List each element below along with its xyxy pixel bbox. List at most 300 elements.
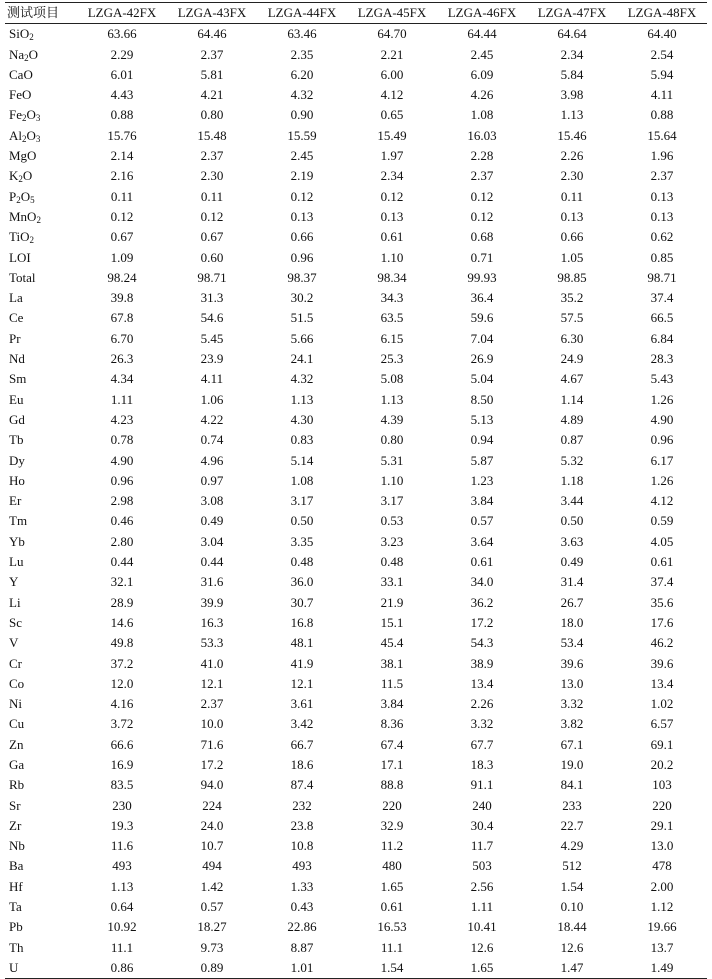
table-cell: 230	[112, 797, 132, 813]
table-cell: 20.2	[650, 756, 674, 772]
table-row	[5, 491, 707, 511]
table-cell: 4.89	[560, 411, 584, 427]
row-item-label: Eu	[9, 391, 24, 407]
table-cell: 1.13	[290, 391, 314, 407]
table-cell: 2.26	[560, 148, 584, 164]
table-cell: 19.0	[560, 756, 584, 772]
table-row	[5, 268, 707, 288]
table-row	[5, 471, 707, 491]
table-cell: 0.13	[290, 208, 314, 224]
table-cell: 18.6	[290, 756, 314, 772]
table-row	[5, 146, 707, 166]
table-cell: 3.82	[560, 716, 584, 732]
table-cell: 1.13	[110, 878, 134, 894]
row-item-label: Ba	[9, 858, 24, 874]
table-cell: 2.37	[200, 696, 224, 712]
table-cell: 12.1	[290, 675, 314, 691]
table-cell: 0.62	[650, 229, 674, 245]
table-row	[5, 308, 707, 328]
table-cell: 2.26	[470, 696, 494, 712]
table-cell: 1.05	[560, 249, 584, 265]
table-cell: 22.7	[560, 817, 584, 833]
table-row	[5, 390, 707, 410]
table-cell: 2.28	[470, 148, 494, 164]
table-cell: 0.12	[110, 208, 134, 224]
table-cell: 3.72	[110, 716, 134, 732]
table-cell: 6.57	[650, 716, 674, 732]
table-cell: 3.61	[290, 696, 314, 712]
table-cell: 13.4	[650, 675, 674, 691]
table-cell: 220	[652, 797, 672, 813]
table-row	[5, 451, 707, 471]
table-cell: 26.3	[110, 351, 134, 367]
table-cell: 1.33	[290, 878, 314, 894]
table-cell: 0.13	[380, 208, 404, 224]
table-cell: 1.02	[650, 696, 674, 712]
table-cell: 2.14	[110, 148, 134, 164]
row-item-label: Sr	[9, 797, 21, 813]
table-cell: 5.08	[380, 371, 404, 387]
table-cell: 15.76	[107, 127, 137, 143]
table-cell: 5.14	[290, 452, 314, 468]
table-cell: 2.16	[110, 168, 134, 184]
table-cell: 4.96	[200, 452, 224, 468]
table-cell: 1.01	[257, 958, 347, 979]
table-cell: 17.2	[470, 614, 494, 630]
table-cell: 11.1	[110, 939, 134, 955]
table-row	[5, 166, 707, 186]
column-header-sample: LZGA-46FX	[437, 3, 527, 24]
table-cell: 2.30	[200, 168, 224, 184]
table-row	[5, 248, 707, 268]
table-cell: 3.42	[290, 716, 314, 732]
table-cell: 2.37	[470, 168, 494, 184]
table-cell: 493	[112, 858, 132, 874]
table-cell: 98.34	[377, 269, 407, 285]
table-cell: 1.12	[650, 899, 674, 915]
table-cell: 64.46	[197, 26, 227, 42]
table-cell: 3.23	[380, 533, 404, 549]
table-cell: 1.97	[380, 148, 404, 164]
table-cell: 4.21	[200, 87, 224, 103]
table-cell: 4.16	[110, 696, 134, 712]
row-item-label: Tm	[9, 513, 28, 529]
table-cell: 18.44	[557, 919, 587, 935]
table-cell: 66.6	[110, 736, 134, 752]
table-cell: 33.1	[380, 574, 404, 590]
table-cell: 1.42	[200, 878, 224, 894]
table-row	[5, 897, 707, 917]
table-cell: 2.37	[650, 168, 674, 184]
table-cell: 2.21	[380, 46, 404, 62]
table-cell: 0.57	[200, 899, 224, 915]
table-row	[5, 877, 707, 897]
table-cell: 4.05	[650, 533, 674, 549]
table-cell: 232	[292, 797, 312, 813]
table-cell: 38.1	[380, 655, 404, 671]
table-cell: 35.2	[560, 290, 584, 306]
table-cell: 3.17	[290, 493, 314, 509]
column-header-sample: LZGA-44FX	[257, 3, 347, 24]
table-cell: 4.32	[290, 371, 314, 387]
table-cell: 480	[382, 858, 402, 874]
table-cell: 26.9	[470, 351, 494, 367]
table-row	[5, 856, 707, 876]
table-cell: 503	[472, 858, 492, 874]
table-cell: 41.0	[200, 655, 224, 671]
table-cell: 224	[202, 797, 222, 813]
row-item-label: Tb	[9, 432, 24, 448]
table-cell: 11.2	[380, 838, 404, 854]
table-cell: 14.6	[110, 614, 134, 630]
table-cell: 37.2	[110, 655, 134, 671]
table-cell: 6.00	[380, 66, 404, 82]
table-row	[5, 45, 707, 65]
table-cell: 54.3	[470, 635, 494, 651]
table-cell: 512	[562, 858, 582, 874]
table-cell: 0.12	[290, 188, 314, 204]
table-cell: 31.3	[200, 290, 224, 306]
row-item-label: Zn	[9, 736, 24, 752]
row-item-label: $K_2O$	[9, 168, 33, 185]
table-cell: 34.3	[380, 290, 404, 306]
table-cell: 98.71	[647, 269, 677, 285]
table-cell: 1.06	[200, 391, 224, 407]
table-cell: 59.6	[470, 310, 494, 326]
table-cell: 37.4	[650, 290, 674, 306]
table-cell: 4.39	[380, 411, 404, 427]
table-cell: 0.59	[650, 513, 674, 529]
row-item-label: Cr	[9, 655, 22, 671]
table-cell: 6.01	[110, 66, 134, 82]
table-row	[5, 430, 707, 450]
table-cell: 45.4	[380, 635, 404, 651]
table-cell: 5.81	[200, 66, 224, 82]
table-cell: 0.90	[290, 107, 314, 123]
table-cell: 0.61	[380, 899, 404, 915]
table-cell: 19.66	[647, 919, 677, 935]
table-cell: 2.54	[650, 46, 674, 62]
table-cell: 15.64	[647, 127, 677, 143]
table-row	[5, 755, 707, 775]
table-cell: 39.6	[560, 655, 584, 671]
table-cell: 0.44	[110, 554, 134, 570]
table-cell: 0.50	[560, 513, 584, 529]
table-body	[5, 24, 707, 979]
table-cell: 5.84	[560, 66, 584, 82]
table-cell: 3.04	[200, 533, 224, 549]
table-cell: 2.29	[110, 46, 134, 62]
table-row	[5, 593, 707, 613]
table-cell: 18.0	[560, 614, 584, 630]
row-item-label: LOI	[9, 249, 31, 265]
table-cell: 30.7	[290, 594, 314, 610]
row-item-label: Er	[9, 493, 22, 509]
table-cell: 5.94	[650, 66, 674, 82]
table-cell: 1.10	[380, 472, 404, 488]
table-cell: 0.46	[110, 513, 134, 529]
table-cell: 0.96	[290, 249, 314, 265]
row-item-label: Nb	[9, 838, 25, 854]
table-cell: 15.48	[197, 127, 227, 143]
table-cell: 64.70	[377, 26, 407, 42]
table-row	[5, 126, 707, 146]
column-header-sample: LZGA-48FX	[617, 3, 707, 24]
table-cell: 26.7	[560, 594, 584, 610]
table-row	[5, 917, 707, 937]
table-cell: 18.3	[470, 756, 494, 772]
row-item-label: Zr	[9, 817, 22, 833]
table-cell: 4.23	[110, 411, 134, 427]
table-row	[5, 369, 707, 389]
table-cell: 0.89	[167, 958, 257, 979]
table-row	[5, 65, 707, 85]
table-cell: 54.6	[200, 310, 224, 326]
table-cell: 1.08	[470, 107, 494, 123]
table-cell: 6.20	[290, 66, 314, 82]
table-cell: 0.88	[110, 107, 134, 123]
table-cell: 53.3	[200, 635, 224, 651]
row-item-label: V	[9, 635, 19, 651]
table-cell: 220	[382, 797, 402, 813]
table-cell: 3.98	[560, 87, 584, 103]
table-cell: 0.65	[380, 107, 404, 123]
table-cell: 6.15	[380, 330, 404, 346]
row-item-label: Ho	[9, 472, 25, 488]
table-cell: 53.4	[560, 635, 584, 651]
table-cell: 8.87	[290, 939, 314, 955]
table-cell: 24.9	[560, 351, 584, 367]
table-row	[5, 227, 707, 247]
row-item-label: Ga	[9, 756, 25, 772]
table-cell: 0.85	[650, 249, 674, 265]
table-cell: 13.0	[650, 838, 674, 854]
header-row	[5, 3, 707, 24]
table-cell: 71.6	[200, 736, 224, 752]
table-cell: 9.73	[200, 939, 224, 955]
table-cell: 2.45	[470, 46, 494, 62]
table-cell: 0.80	[380, 432, 404, 448]
table-cell: 12.1	[200, 675, 224, 691]
table-cell: 51.5	[290, 310, 314, 326]
table-cell: 30.2	[290, 290, 314, 306]
table-cell: 36.2	[470, 594, 494, 610]
table-cell: 99.93	[467, 269, 497, 285]
table-cell: 66.7	[290, 736, 314, 752]
table-cell: 0.96	[650, 432, 674, 448]
table-cell: 1.96	[650, 148, 674, 164]
table-cell: 63.46	[287, 26, 317, 42]
table-row	[5, 796, 707, 816]
row-item-label: Ta	[9, 899, 22, 915]
row-item-label: Ce	[9, 310, 24, 326]
table-cell: 1.09	[110, 249, 134, 265]
row-item-label: MgO	[9, 148, 37, 164]
table-cell: 0.97	[200, 472, 224, 488]
table-cell: 1.10	[380, 249, 404, 265]
table-cell: 39.9	[200, 594, 224, 610]
table-cell: 4.90	[110, 452, 134, 468]
table-cell: 16.53	[377, 919, 407, 935]
table-cell: 2.19	[290, 168, 314, 184]
table-cell: 0.87	[560, 432, 584, 448]
table-cell: 10.41	[467, 919, 497, 935]
table-cell: 2.37	[200, 46, 224, 62]
table-cell: 0.12	[200, 208, 224, 224]
table-row	[5, 654, 707, 674]
table-cell: 0.44	[200, 554, 224, 570]
table-cell: 39.6	[650, 655, 674, 671]
table-cell: 1.54	[560, 878, 584, 894]
table-cell: 2.37	[200, 148, 224, 164]
table-cell: 29.1	[650, 817, 674, 833]
row-item-label: Pr	[9, 330, 21, 346]
table-cell: 0.50	[290, 513, 314, 529]
row-item-label: CaO	[9, 66, 33, 82]
table-cell: 23.9	[200, 351, 224, 367]
table-row	[5, 187, 707, 207]
table-cell: 16.3	[200, 614, 224, 630]
table-cell: 1.13	[380, 391, 404, 407]
table-cell: 83.5	[110, 777, 134, 793]
table-cell: 4.11	[200, 371, 224, 387]
table-cell: 17.2	[200, 756, 224, 772]
table-cell: 1.26	[650, 472, 674, 488]
table-cell: 15.59	[287, 127, 317, 143]
row-item-label: TiO$_2$	[9, 229, 34, 246]
table-cell: 6.84	[650, 330, 674, 346]
table-cell: 0.10	[560, 899, 584, 915]
table-row	[5, 349, 707, 369]
table-row	[5, 958, 707, 979]
table-cell: 3.44	[560, 493, 584, 509]
table-row	[5, 694, 707, 714]
row-item-label: Hf	[9, 878, 23, 894]
table-cell: 3.17	[380, 493, 404, 509]
table-row	[5, 735, 707, 755]
table-cell: 84.1	[560, 777, 584, 793]
table-cell: 1.23	[470, 472, 494, 488]
row-item-label: Rb	[9, 777, 25, 793]
table-cell: 0.88	[650, 107, 674, 123]
row-item-label: SiO$_2$	[9, 26, 34, 43]
row-item-label: Pb	[9, 919, 23, 935]
table-cell: 4.90	[650, 411, 674, 427]
table-cell: 63.5	[380, 310, 404, 326]
table-cell: 0.12	[380, 188, 404, 204]
table-cell: 1.11	[470, 899, 494, 915]
table-row	[5, 207, 707, 227]
row-item-label: Yb	[9, 533, 25, 549]
table-cell: 0.11	[200, 188, 224, 204]
table-cell: 17.1	[380, 756, 404, 772]
table-cell: 1.18	[560, 472, 584, 488]
table-cell: 5.43	[650, 371, 674, 387]
table-cell: 16.03	[467, 127, 497, 143]
table-cell: 17.6	[650, 614, 674, 630]
table-cell: 4.34	[110, 371, 134, 387]
table-cell: 28.3	[650, 351, 674, 367]
table-cell: 28.9	[110, 594, 134, 610]
table-cell: 2.80	[110, 533, 134, 549]
column-header-sample: LZGA-47FX	[527, 3, 617, 24]
table-cell: 0.48	[380, 554, 404, 570]
table-cell: 41.9	[290, 655, 314, 671]
table-cell: 4.11	[650, 87, 674, 103]
table-cell: 5.04	[470, 371, 494, 387]
table-cell: 0.66	[290, 229, 314, 245]
table-cell: 11.1	[380, 939, 404, 955]
table-cell: 0.12	[470, 208, 494, 224]
table-cell: 0.48	[290, 554, 314, 570]
row-item-label: Nd	[9, 351, 25, 367]
table-cell: 0.64	[110, 899, 134, 915]
table-cell: 10.92	[107, 919, 137, 935]
table-cell: 1.47	[527, 958, 617, 979]
table-cell: 0.53	[380, 513, 404, 529]
table-cell: 11.6	[110, 838, 134, 854]
row-item-label: Sm	[9, 371, 27, 387]
table-cell: 493	[292, 858, 312, 874]
table-cell: 25.3	[380, 351, 404, 367]
table-cell: 0.86	[77, 958, 167, 979]
table-cell: 0.80	[200, 107, 224, 123]
table-cell: 5.87	[470, 452, 494, 468]
table-cell: 67.7	[470, 736, 494, 752]
table-cell: 3.84	[470, 493, 494, 509]
table-cell: 12.6	[470, 939, 494, 955]
table-cell: 2.34	[560, 46, 584, 62]
table-cell: 10.7	[200, 838, 224, 854]
column-header-sample: LZGA-43FX	[167, 3, 257, 24]
table-row	[5, 836, 707, 856]
row-item-label: Y	[9, 574, 19, 590]
table-cell: 5.32	[560, 452, 584, 468]
table-row	[5, 105, 707, 125]
row-item-label: Sc	[9, 614, 22, 630]
table-cell: 23.8	[290, 817, 314, 833]
table-cell: 4.26	[470, 87, 494, 103]
table-cell: 0.61	[650, 554, 674, 570]
row-item-label: Dy	[9, 452, 25, 468]
table-cell: 64.40	[647, 26, 677, 42]
table-cell: 35.6	[650, 594, 674, 610]
table-cell: 3.32	[560, 696, 584, 712]
table-row	[5, 633, 707, 653]
row-item-label: Co	[9, 675, 25, 691]
row-item-label: Total	[9, 269, 36, 285]
table-cell: 0.49	[560, 554, 584, 570]
table-cell: 1.13	[560, 107, 584, 123]
table-cell: 4.12	[650, 493, 674, 509]
table-cell: 8.50	[470, 391, 494, 407]
table-cell: 6.09	[470, 66, 494, 82]
row-item-label: Gd	[9, 411, 25, 427]
table-cell: 32.1	[110, 574, 134, 590]
table-cell: 64.44	[467, 26, 497, 42]
table-cell: 3.32	[470, 716, 494, 732]
table-cell: 2.35	[290, 46, 314, 62]
row-item-label: $Na_2O$	[9, 46, 39, 63]
table-cell: 5.13	[470, 411, 494, 427]
table-cell: 0.67	[110, 229, 134, 245]
table-cell: 18.27	[197, 919, 227, 935]
table-cell: 5.45	[200, 330, 224, 346]
table-cell: 0.43	[290, 899, 314, 915]
table-cell: 67.8	[110, 310, 134, 326]
table-cell: 15.46	[557, 127, 587, 143]
table-cell: 13.0	[560, 675, 584, 691]
